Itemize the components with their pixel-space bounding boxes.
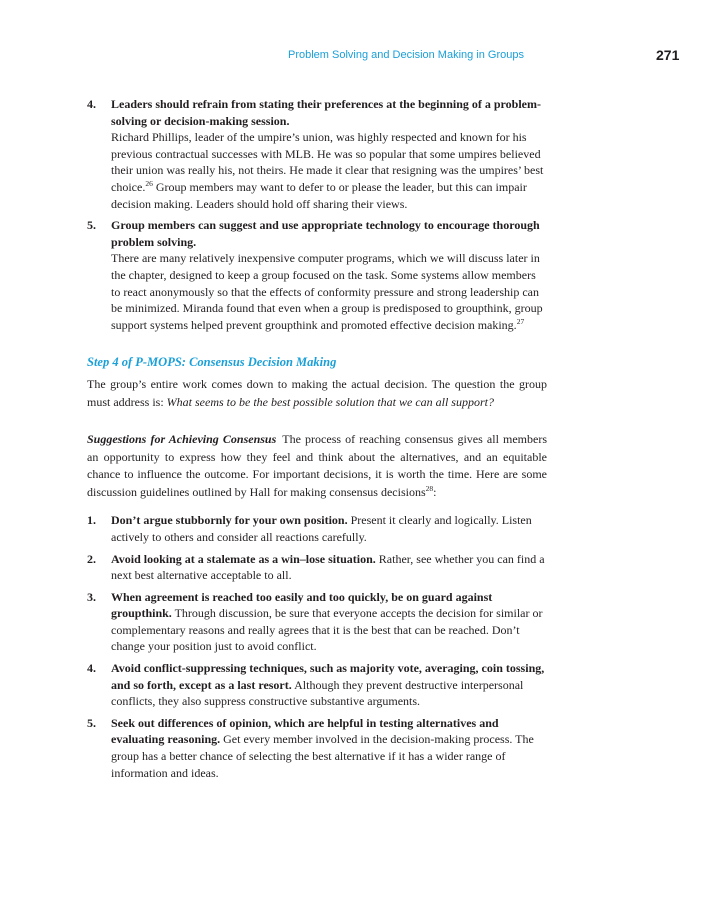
list-item [87, 512, 547, 545]
top-numbered-list [87, 96, 547, 333]
item-number: 4. [87, 97, 96, 111]
run-in-heading: Suggestions for Achieving Consensus [87, 432, 277, 447]
paragraph [87, 376, 547, 411]
list-item [87, 660, 547, 710]
section-heading: Step 4 of P-MOPS: Consensus Decision Making [87, 355, 337, 370]
footnote-ref: 27 [516, 316, 525, 326]
item-lead: Avoid looking at a stalemate as a win–lose situation. [111, 551, 376, 566]
running-head: Problem Solving and Decision Making in Groups [288, 49, 525, 61]
item-body: Through discussion, be sure that everyone accepts the decision for similar or complementary reasons and really agrees that it is the best that can be reached. Don’t change your position just to avoid conflict. [111, 606, 543, 654]
item-lead: Seek out differences of opinion, which are helpful in testing alternatives and evaluating reasoning. [111, 715, 499, 747]
paragraph [87, 431, 547, 501]
list-item [87, 96, 547, 212]
list-item [87, 715, 547, 781]
item-number: 5. [87, 715, 96, 730]
item-body: Get every member involved in the decision-making process. The group has a better chance of selecting the best alternative if it has a wider range of information and ideas. [111, 732, 534, 780]
item-number: 3. [87, 589, 96, 604]
item-body-text: There are many relatively inexpensive computer programs, which we will discuss later in the chapter, designed to keep a group focused on the task. Some systems allow members to react anonymously so that the effects of conformity pressure and strong leadership can be minimized. Miranda found that even when a group is predisposed to groupthink, group support systems helped prevent groupthink and promoted effective decision making. [111, 251, 543, 332]
page-content [87, 96, 547, 786]
item-lead: When agreement is reached too easily and too quickly, be on guard against groupthink. [111, 589, 493, 621]
item-lead: Don’t argue stubbornly for your own position. [111, 513, 348, 528]
paragraph-question: What seems to be the best possible solution that we can all support? [166, 394, 494, 409]
list-item [87, 217, 547, 333]
item-body-text: Richard Phillips, leader of the umpire’s union, was highly respected and known for his previous contractual successes with MLB. He was so popular that some umpires believed their union was really his, not theirs. He made it clear that resigning was the umpires’ best choice. [111, 130, 544, 194]
paragraph-text: : [433, 484, 437, 499]
item-lead: Leaders should refrain from stating their preferences at the beginning of a problem-solving or decision-making session. [111, 97, 541, 128]
list-item [87, 551, 547, 584]
item-number: 2. [87, 551, 96, 566]
list-item [87, 589, 547, 655]
item-body [111, 250, 547, 333]
item-body: Although they prevent destructive interpersonal conflicts, they also suppress constructive substantive arguments. [111, 677, 524, 709]
paragraph-text: The group’s entire work comes down to making the actual decision. The question the group must address is: [87, 377, 547, 409]
page-number: 271 [656, 47, 680, 63]
item-lead: Group members can suggest and use appropriate technology to encourage thorough problem solving. [111, 218, 540, 249]
paragraph-text: The process of reaching consensus gives all members an opportunity to express how they feel and think about the alternatives, and an equitable chance to influence the outcome. For important decisions, it is worth the time. Here are some discussion guidelines outlined by Hall for making consensus decisions [87, 432, 548, 499]
item-number: 4. [87, 661, 96, 676]
footnote-ref: 28 [425, 483, 434, 493]
item-lead: Avoid conflict-suppressing techniques, such as majority vote, averaging, coin tossing, and so forth, except as a last resort. [111, 661, 545, 692]
item-body-text: Group members may want to defer to or please the leader, but this can impair decision making. Leaders should hold off sharing their views. [111, 179, 527, 211]
bottom-numbered-list [87, 512, 547, 781]
item-body: Rather, see whether you can find a next best alternative acceptable to all. [111, 551, 545, 583]
item-number: 5. [87, 218, 96, 233]
item-number: 1. [87, 513, 96, 528]
item-body: Present it clearly and logically. Listen actively to others and consider all reactions carefully. [111, 513, 532, 544]
item-body [111, 129, 547, 212]
footnote-ref: 26 [145, 178, 153, 188]
